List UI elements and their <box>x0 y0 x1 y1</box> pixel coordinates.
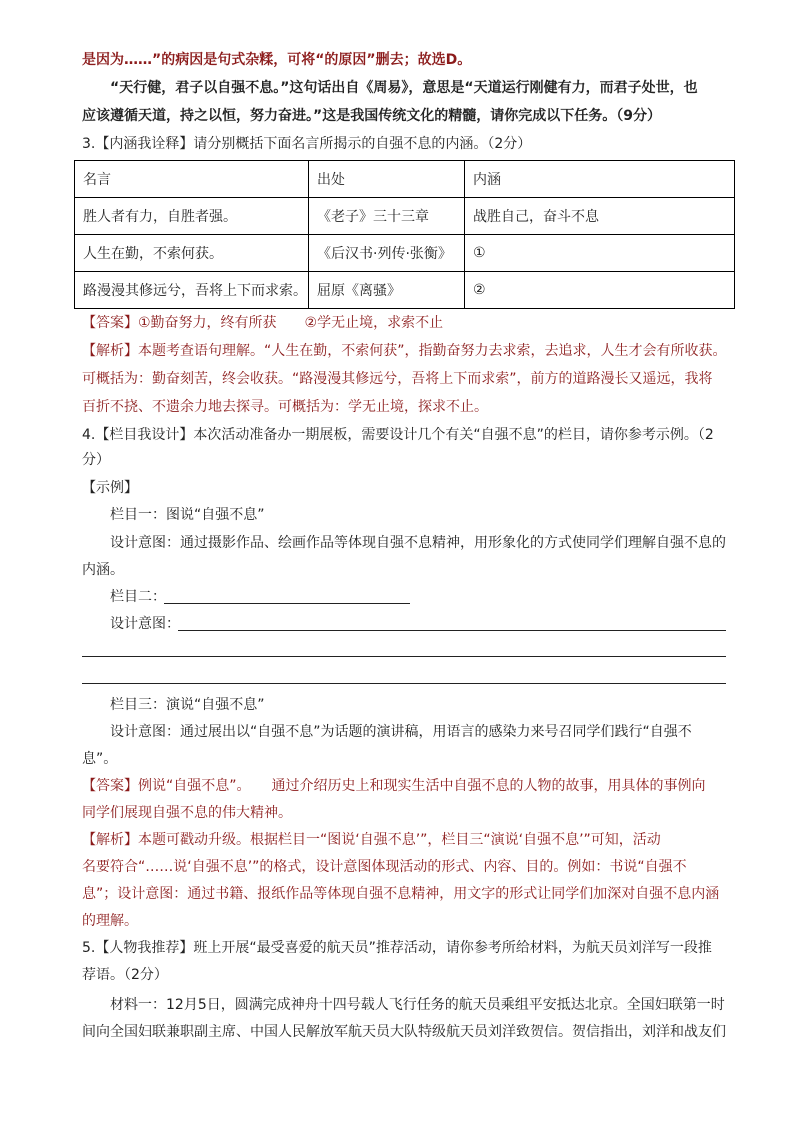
question-4: 4.【栏目我设计】本次活动准备办一期展板，需要设计几个有关“自强不息”的栏目，请你参考示例。（2 <box>82 427 714 443</box>
answer-blank-line[interactable] <box>82 683 726 684</box>
table-cell: 路漫漫其修远兮，吾将上下而求索。 <box>75 272 309 309</box>
column-3-intent-cont: 息”。 <box>82 751 118 767</box>
column-2-title: 栏目二： <box>110 589 166 605</box>
analysis-4-cont: 的理解。 <box>82 913 138 929</box>
material-1-cont: 间向全国妇联兼职副主席、中国人民解放军航天员大队特级航天员刘洋致贺信。贺信指出，刘洋和战友们 <box>82 1024 726 1040</box>
analysis-3-cont: 百折不挠、不遗余力地去探寻。可概括为：学无止境，探求不止。 <box>82 399 488 415</box>
answer-4: 【答案】例说“自强不息”。 通过介绍历史上和现实生活中自强不息的人物的故事，用具体的事例向 <box>82 778 706 794</box>
analysis-4: 【解析】本题可戳动升级。根据栏目一“图说‘自强不息’”，栏目三“演说‘自强不息’”可知，活动 <box>82 832 661 848</box>
column-2-intent-blank[interactable] <box>178 630 726 631</box>
question-3: 3.【内涵我诠释】请分别概括下面名言所揭示的自强不息的内涵。（2分） <box>82 136 532 152</box>
table-cell: 人生在勤，不索何获。 <box>75 235 309 272</box>
analysis-continuation: 是因为……”的病因是句式杂糅，可将“的原因”删去；故选D。 <box>82 52 472 68</box>
table-row <box>75 235 735 272</box>
example-label: 【示例】 <box>82 480 138 496</box>
table-row <box>75 272 735 309</box>
intro-paragraph-cont: 应该遵循天道，持之以恒，努力奋进。”这是我国传统文化的精髓，请你完成以下任务。（9分） <box>82 108 661 124</box>
column-1-intent-cont: 内涵。 <box>82 562 124 578</box>
table-cell: ② <box>465 272 735 309</box>
table-cell: 胜人者有力，自胜者强。 <box>75 198 309 235</box>
answer-3: 【答案】①勤奋努力，终有所获 ②学无止境，求索不止 <box>82 315 444 331</box>
analysis-4-cont: 名要符合“……说‘自强不息’”的格式，设计意图体现活动的形式、内容、目的。例如：书说“自强不 <box>82 859 687 875</box>
table-cell: 战胜自己，奋斗不息 <box>465 198 735 235</box>
table-header-row <box>75 161 735 198</box>
question-4-cont: 分） <box>82 452 110 468</box>
table-row <box>75 198 735 235</box>
table-cell: 《后汉书·列传·张衡》 <box>309 235 465 272</box>
table-cell: 屈原《离骚》 <box>309 272 465 309</box>
analysis-3: 【解析】本题考查语句理解。“人生在勤，不索何获”，指勤奋努力去求索，去追求，人生才会有所收获。 <box>82 343 727 359</box>
column-3-intent: 设计意图：通过展出以“自强不息”为话题的演讲稿，用语言的感染力来号召同学们践行“自强不 <box>110 724 692 740</box>
intro-paragraph: “天行健，君子以自强不息。”这句话出自《周易》，意思是“天道运行刚健有力，而君子处世，也 <box>110 80 698 96</box>
column-1-intent: 设计意图：通过摄影作品、绘画作品等体现自强不息精神，用形象化的方式使同学们理解自强不息的 <box>110 535 726 551</box>
table-header-cell: 内涵 <box>465 161 735 198</box>
table-header-cell: 名言 <box>75 161 309 198</box>
question-5-cont: 荐语。（2分） <box>82 967 168 983</box>
table-cell: 《老子》三十三章 <box>309 198 465 235</box>
table-header-cell: 出处 <box>309 161 465 198</box>
column-2-blank[interactable] <box>164 603 410 604</box>
answer-blank-line[interactable] <box>82 656 726 657</box>
column-3-title: 栏目三：演说“自强不息” <box>110 697 265 713</box>
quotes-table <box>74 160 735 309</box>
column-1-title: 栏目一：图说“自强不息” <box>110 507 265 523</box>
answer-4-cont: 同学们展现自强不息的伟大精神。 <box>82 805 292 821</box>
analysis-3-cont: 可概括为：勤奋刻苦，终会收获。“路漫漫其修远兮，吾将上下而求索”，前方的道路漫长又遥远，我将 <box>82 371 713 387</box>
material-1: 材料一：12月5日，圆满完成神舟十四号载人飞行任务的航天员乘组平安抵达北京。全国妇联第一时 <box>110 997 725 1013</box>
question-5: 5.【人物我推荐】班上开展“最受喜爱的航天员”推荐活动，请你参考所给材料，为航天员刘洋写一段推 <box>82 940 712 956</box>
column-2-intent: 设计意图： <box>110 616 180 632</box>
table-cell: ① <box>465 235 735 272</box>
analysis-4-cont: 息”；设计意图：通过书籍、报纸作品等体现自强不息精神，用文字的形式让同学们加深对自强不息内涵 <box>82 886 720 902</box>
